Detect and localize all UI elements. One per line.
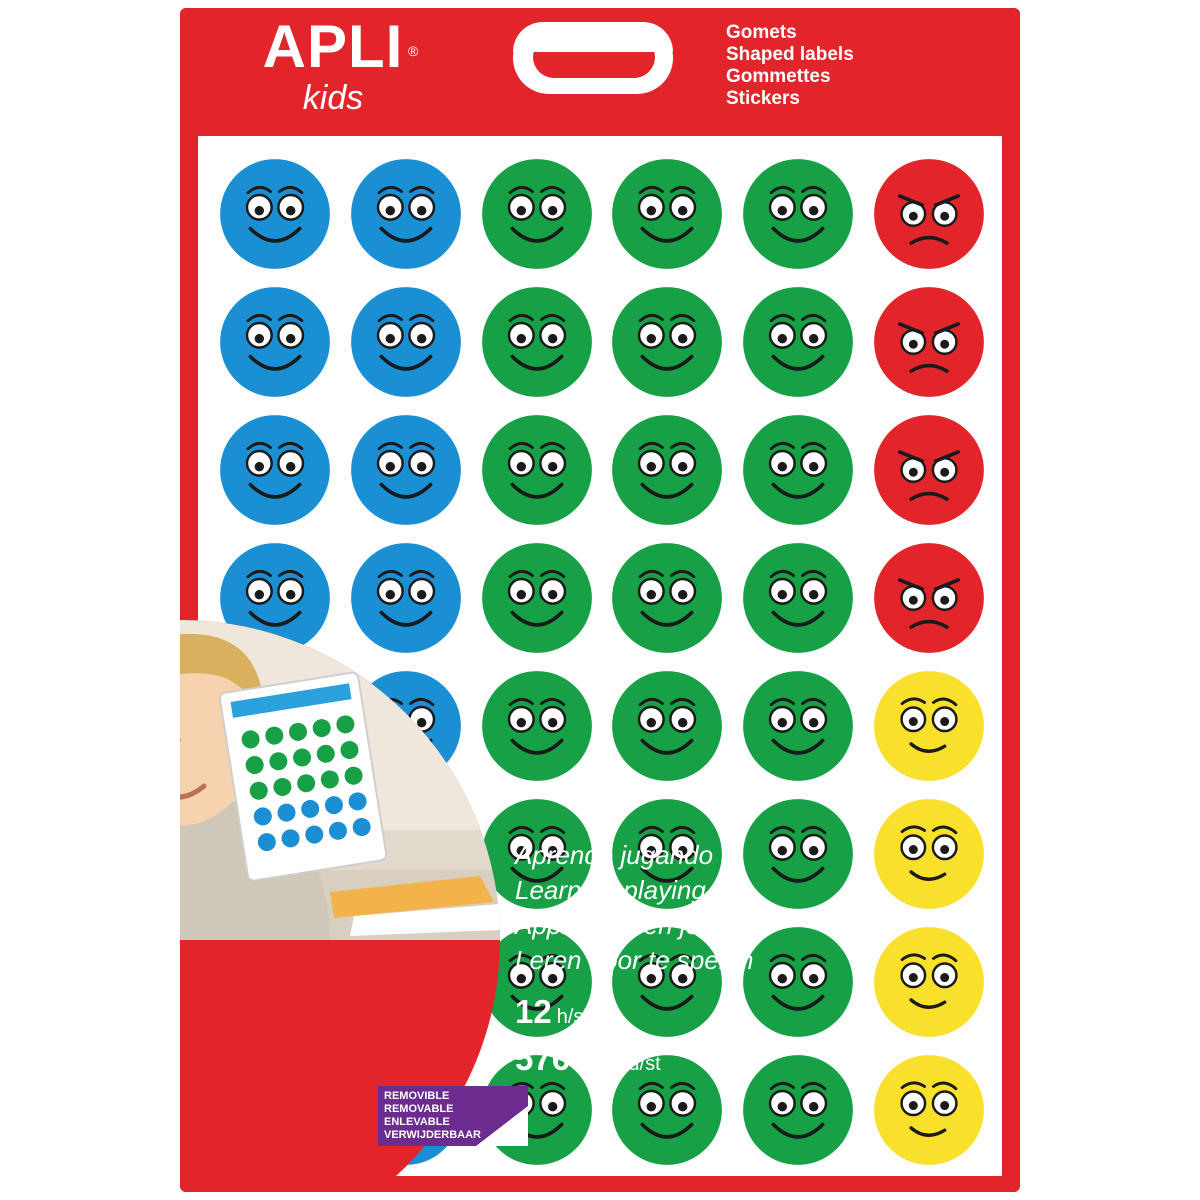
- neutral-face: [873, 1054, 985, 1166]
- angry-face: [873, 158, 985, 270]
- happy-smiley-face: [481, 414, 593, 526]
- tagline-fr: Apprendre en jouant: [515, 910, 751, 940]
- sticker-2-4: [742, 414, 854, 526]
- happy-smiley-face: [481, 286, 593, 398]
- happy-smiley-face: [742, 286, 854, 398]
- sticker-2-1: [350, 414, 462, 526]
- sticker-3-5: [873, 542, 985, 654]
- peel-corner-icon: [476, 1106, 528, 1146]
- quantity-pieces: [515, 1039, 815, 1086]
- euro-hang-hole-slot: [513, 22, 673, 52]
- product-package: [180, 8, 1020, 1192]
- sticker-2-0: [219, 414, 331, 526]
- happy-smiley-face: [611, 414, 723, 526]
- brand-name: [262, 13, 420, 80]
- product-type-fr: Gommettes: [726, 66, 831, 87]
- sticker-0-0: [219, 158, 331, 270]
- sticker-1-4: [742, 286, 854, 398]
- tagline-en: Learn by playing: [515, 875, 706, 905]
- sticker-4-3: [611, 670, 723, 782]
- happy-smiley-face: [742, 542, 854, 654]
- sticker-2-3: [611, 414, 723, 526]
- sticker-3-3: [611, 542, 723, 654]
- happy-smiley-face: [219, 414, 331, 526]
- product-type-nl: Stickers: [726, 88, 800, 109]
- quantity-block: [515, 992, 815, 1086]
- removable-en: REMOVABLE: [384, 1103, 454, 1115]
- happy-smiley-face: [219, 158, 331, 270]
- product-type-list: [726, 22, 854, 110]
- neutral-face: [873, 926, 985, 1038]
- sticker-1-3: [611, 286, 723, 398]
- sticker-1-0: [219, 286, 331, 398]
- quantity-sheets: [515, 992, 815, 1039]
- removable-es: REMOVIBLE: [384, 1090, 450, 1102]
- removable-badge-text: [384, 1090, 481, 1142]
- product-type-en: Shaped labels: [726, 44, 854, 65]
- tagline-es: Aprende jugando: [515, 840, 714, 870]
- sticker-2-2: [481, 414, 593, 526]
- happy-smiley-face: [611, 542, 723, 654]
- brand-name-text: APLI: [262, 13, 404, 80]
- sticker-3-4: [742, 542, 854, 654]
- quantity-pieces-unit: u/pcs/u/st: [575, 1053, 661, 1075]
- removable-badge: [378, 1086, 528, 1146]
- promo-text-block: [515, 838, 815, 1086]
- sticker-2-5: [873, 414, 985, 526]
- sticker-0-4: [742, 158, 854, 270]
- removable-nl: VERWIJDERBAAR: [384, 1129, 481, 1141]
- angry-face: [873, 286, 985, 398]
- sticker-0-3: [611, 158, 723, 270]
- tagline-nl: Leren door te spelen: [515, 945, 754, 975]
- neutral-face: [873, 670, 985, 782]
- sticker-4-4: [742, 670, 854, 782]
- product-type-es: Gomets: [726, 22, 797, 43]
- sticker-0-2: [481, 158, 593, 270]
- happy-smiley-face: [611, 670, 723, 782]
- neutral-face: [873, 798, 985, 910]
- quantity-sheets-unit: h/sh/f/v: [556, 1006, 622, 1028]
- brand-logo: [218, 13, 448, 118]
- registered-trademark-icon: ®: [408, 43, 420, 59]
- happy-smiley-face: [481, 158, 593, 270]
- sticker-0-1: [350, 158, 462, 270]
- sticker-4-5: [873, 670, 985, 782]
- happy-smiley-face: [742, 414, 854, 526]
- sticker-1-5: [873, 286, 985, 398]
- child-photo-illustration: [180, 620, 500, 940]
- happy-smiley-face: [611, 286, 723, 398]
- quantity-sheets-number: 12: [515, 993, 552, 1030]
- promo-photo: [180, 620, 500, 940]
- happy-smiley-face: [350, 286, 462, 398]
- brand-sub-name: kids: [302, 79, 364, 117]
- quantity-pieces-number: 576: [515, 1040, 571, 1077]
- sticker-7-5: [873, 1054, 985, 1166]
- happy-smiley-face: [611, 158, 723, 270]
- angry-face: [873, 542, 985, 654]
- sticker-1-1: [350, 286, 462, 398]
- happy-smiley-face: [350, 414, 462, 526]
- removable-fr: ENLEVABLE: [384, 1116, 450, 1128]
- happy-smiley-face: [742, 670, 854, 782]
- sticker-1-2: [481, 286, 593, 398]
- sticker-0-5: [873, 158, 985, 270]
- angry-face: [873, 414, 985, 526]
- happy-smiley-face: [219, 286, 331, 398]
- sticker-6-5: [873, 926, 985, 1038]
- happy-smiley-face: [350, 158, 462, 270]
- happy-smiley-face: [742, 158, 854, 270]
- sticker-5-5: [873, 798, 985, 910]
